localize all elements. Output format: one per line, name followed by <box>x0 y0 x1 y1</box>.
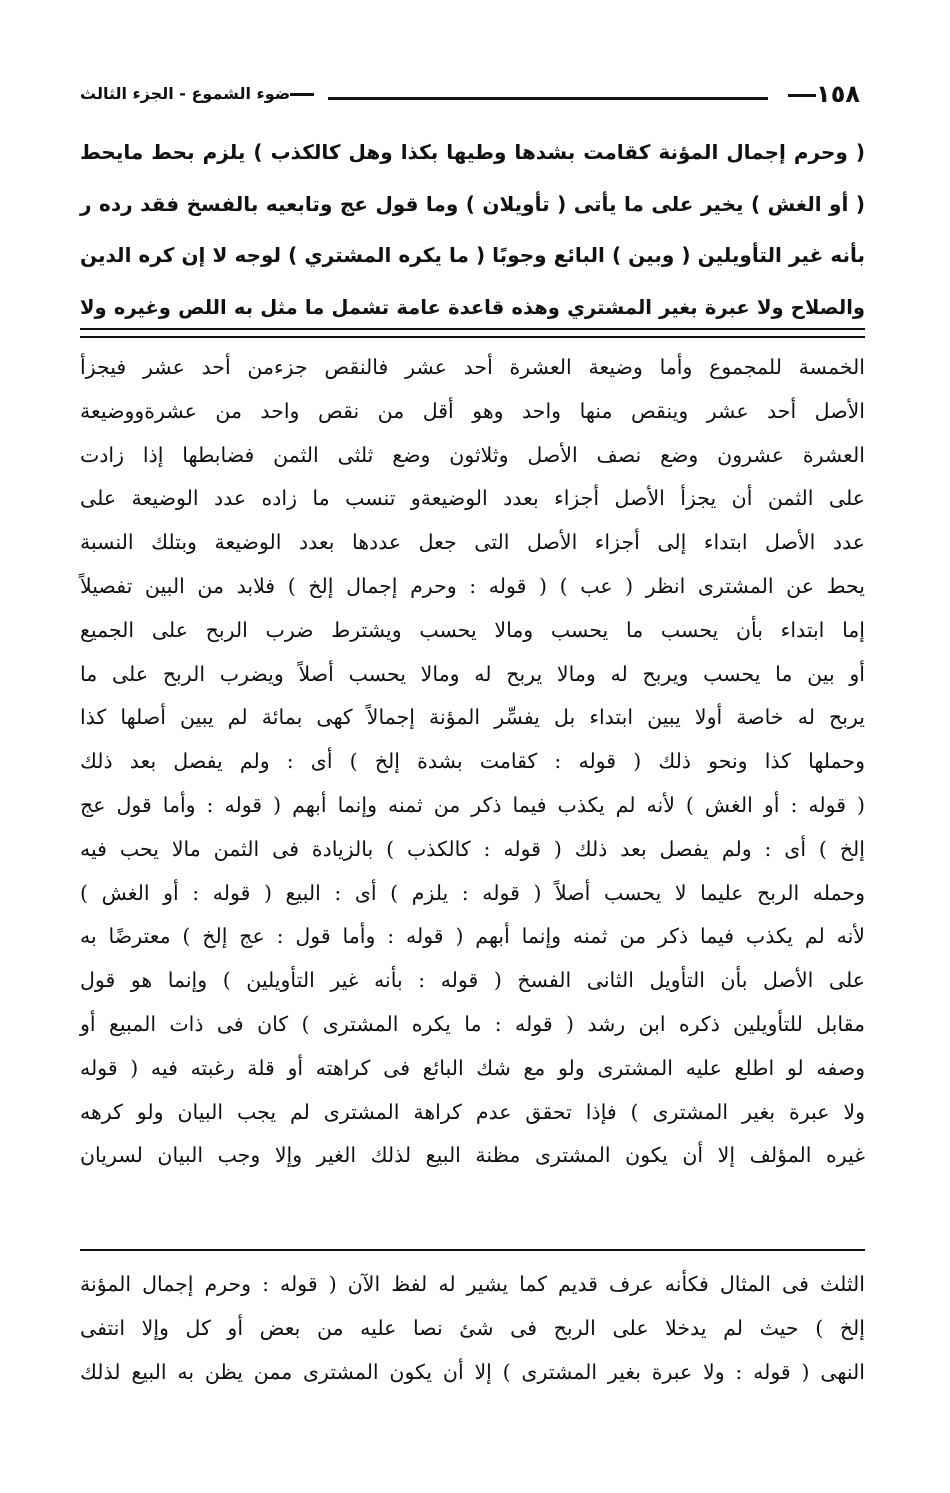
sharh-line: وصفه لو اطلع عليه المشترى ولو مع شك البائع فى كراهته أو قلة رغبته فيه ( قوله <box>80 1055 865 1080</box>
hashiya-line: إلخ ) حيث لم يدخلا على الربح فى شئ نصا عليه من بعض أو كل وإلا انتفى <box>80 1316 865 1340</box>
page-number-dash <box>788 94 816 97</box>
matn-line: ( وحرم إجمال المؤنة كقامت بشدها وطيها بكذا وهل كالكذب ) يلزم بحط مايحط <box>80 140 865 164</box>
sharh-line: إما ابتداء بأن يحسب ما يحسب ومالا يحسب ويشترط ضرب الربح على الجميع <box>80 617 865 642</box>
matn-line: والصلاح ولا عبرة بغير المشتري وهذه قاعدة عامة تشمل ما مثل به اللص وغيره ولا <box>80 295 865 319</box>
sharh-line: وحمله الربح عليما لا يحسب أصلاً ( قوله : يلزم ) أى : البيع ( قوله : أو الغش ) <box>80 880 865 905</box>
matn-line: بأنه غير التأويلين ( وبين ) البائع وجوبًا ( ما يكره المشتري ) لوجه لا إن كره الدين <box>80 243 865 267</box>
sharh-line: ( قوله : أو الغش ) لأنه لم يكذب فيما ذكر من ثمنه وإنما أبهم ( قوله : وأما قول عج <box>80 792 865 817</box>
sharh-line: ولا عبرة بغير المشترى ) فإذا تحقق عدم كراهة المشترى لم يجب البيان ولو كرهه <box>80 1099 865 1124</box>
sharh-line: مقابل للتأويلين ذكره ابن رشد ( قوله : ما يكره المشترى ) كان فى ذات المبيع أو <box>80 1011 865 1036</box>
running-title-dash <box>290 93 314 96</box>
page-number <box>778 80 860 108</box>
sharh-line: لأنه لم يكذب فيما ذكر من ثمنه وإنما أبهم ( قوله : وأما قول : عج إلخ ) معترضًا به <box>80 924 865 949</box>
sharh-line: على الثمن أن يجزأ الأصل أجزاء بعدد الوضيعةو تنسب ما زاده عدد الوضيعة على <box>80 486 865 511</box>
footnote-separator-rule <box>80 1249 865 1251</box>
sharh-line: على الأصل بأن التأويل الثانى الفسخ ( قوله : بأنه غير التأويلين ) وإنما هو قول <box>80 968 865 993</box>
page-header <box>80 78 860 112</box>
matn-line: ( أو الغش ) يخير على ما يأتى ( تأويلان ) وما قول عج وتابعيه بالفسخ فقد رده ر <box>80 191 865 216</box>
hashiya-line: النهى ( قوله : ولا عبرة بغير المشترى ) إلا أن يكون المشترى ممن يظن به البيع لذلك <box>80 1360 865 1384</box>
sharh-line: غيره المؤلف إلا أن يكون المشترى مظنة البيع لذلك الغير وإلا وجب البيان لسريان <box>80 1143 865 1168</box>
matn-text <box>80 127 865 333</box>
sharh-line: الأصل أحد عشر وينقص منها واحد وهو أقل من نقص واحد من عشرةووضيعة <box>80 398 865 423</box>
matn-separator-rule <box>80 328 865 338</box>
sharh-line: الخمسة للمجموع وأما وضيعة العشرة أحد عشر فالنقص جزءمن أحد عشر فيجزأ <box>80 355 865 379</box>
sharh-line: عدد الأصل ابتداء إلى أجزاء الأصل التى جعل عددها بعدد الوضيعة وبتلك النسبة <box>80 530 865 555</box>
sharh-line: وحملها كذا ونحو ذلك ( قوله : كقامت بشدة إلخ ) أى : ولم يفصل بعد ذلك <box>80 749 865 774</box>
sharh-line: العشرة عشرون وضع نصف الأصل وثلاثون وضع ثلثى الثمن فضابطها إذا زادت <box>80 442 865 467</box>
running-title <box>80 84 328 103</box>
sharh-line: أو بين ما يحسب ويربح له ومالا يربح له ومالا يحسب أصلاً ويضرب الربح على ما <box>80 661 865 686</box>
sharh-line: يحط عن المشترى انظر ( عب ) ( قوله : وحرم إجمال إلخ ) فلابد من البين تفصيلاً <box>80 573 865 598</box>
running-title-text: ضوء الشموع - الجزء الثالث <box>80 84 291 103</box>
sharh-line: إلخ ) أى : ولم يفصل بعد ذلك ( قوله : كالكذب ) بالزيادة فى الثمن مالا يحب فيه <box>80 836 865 861</box>
sharh-text <box>80 346 865 1178</box>
sharh-line: يربح له خاصة أولا يبين ابتداء بل يفسِّر المؤنة إجمالاً كهى بمائة لم يبين أصلها كذا <box>80 705 865 730</box>
hashiya-text <box>80 1262 865 1394</box>
hashiya-line: الثلث فى المثال فكأنه عرف قديم كما يشير له لفظ الآن ( قوله : وحرم إجمال المؤنة <box>80 1272 865 1296</box>
page-number-text: ١٥٨ <box>816 80 860 108</box>
